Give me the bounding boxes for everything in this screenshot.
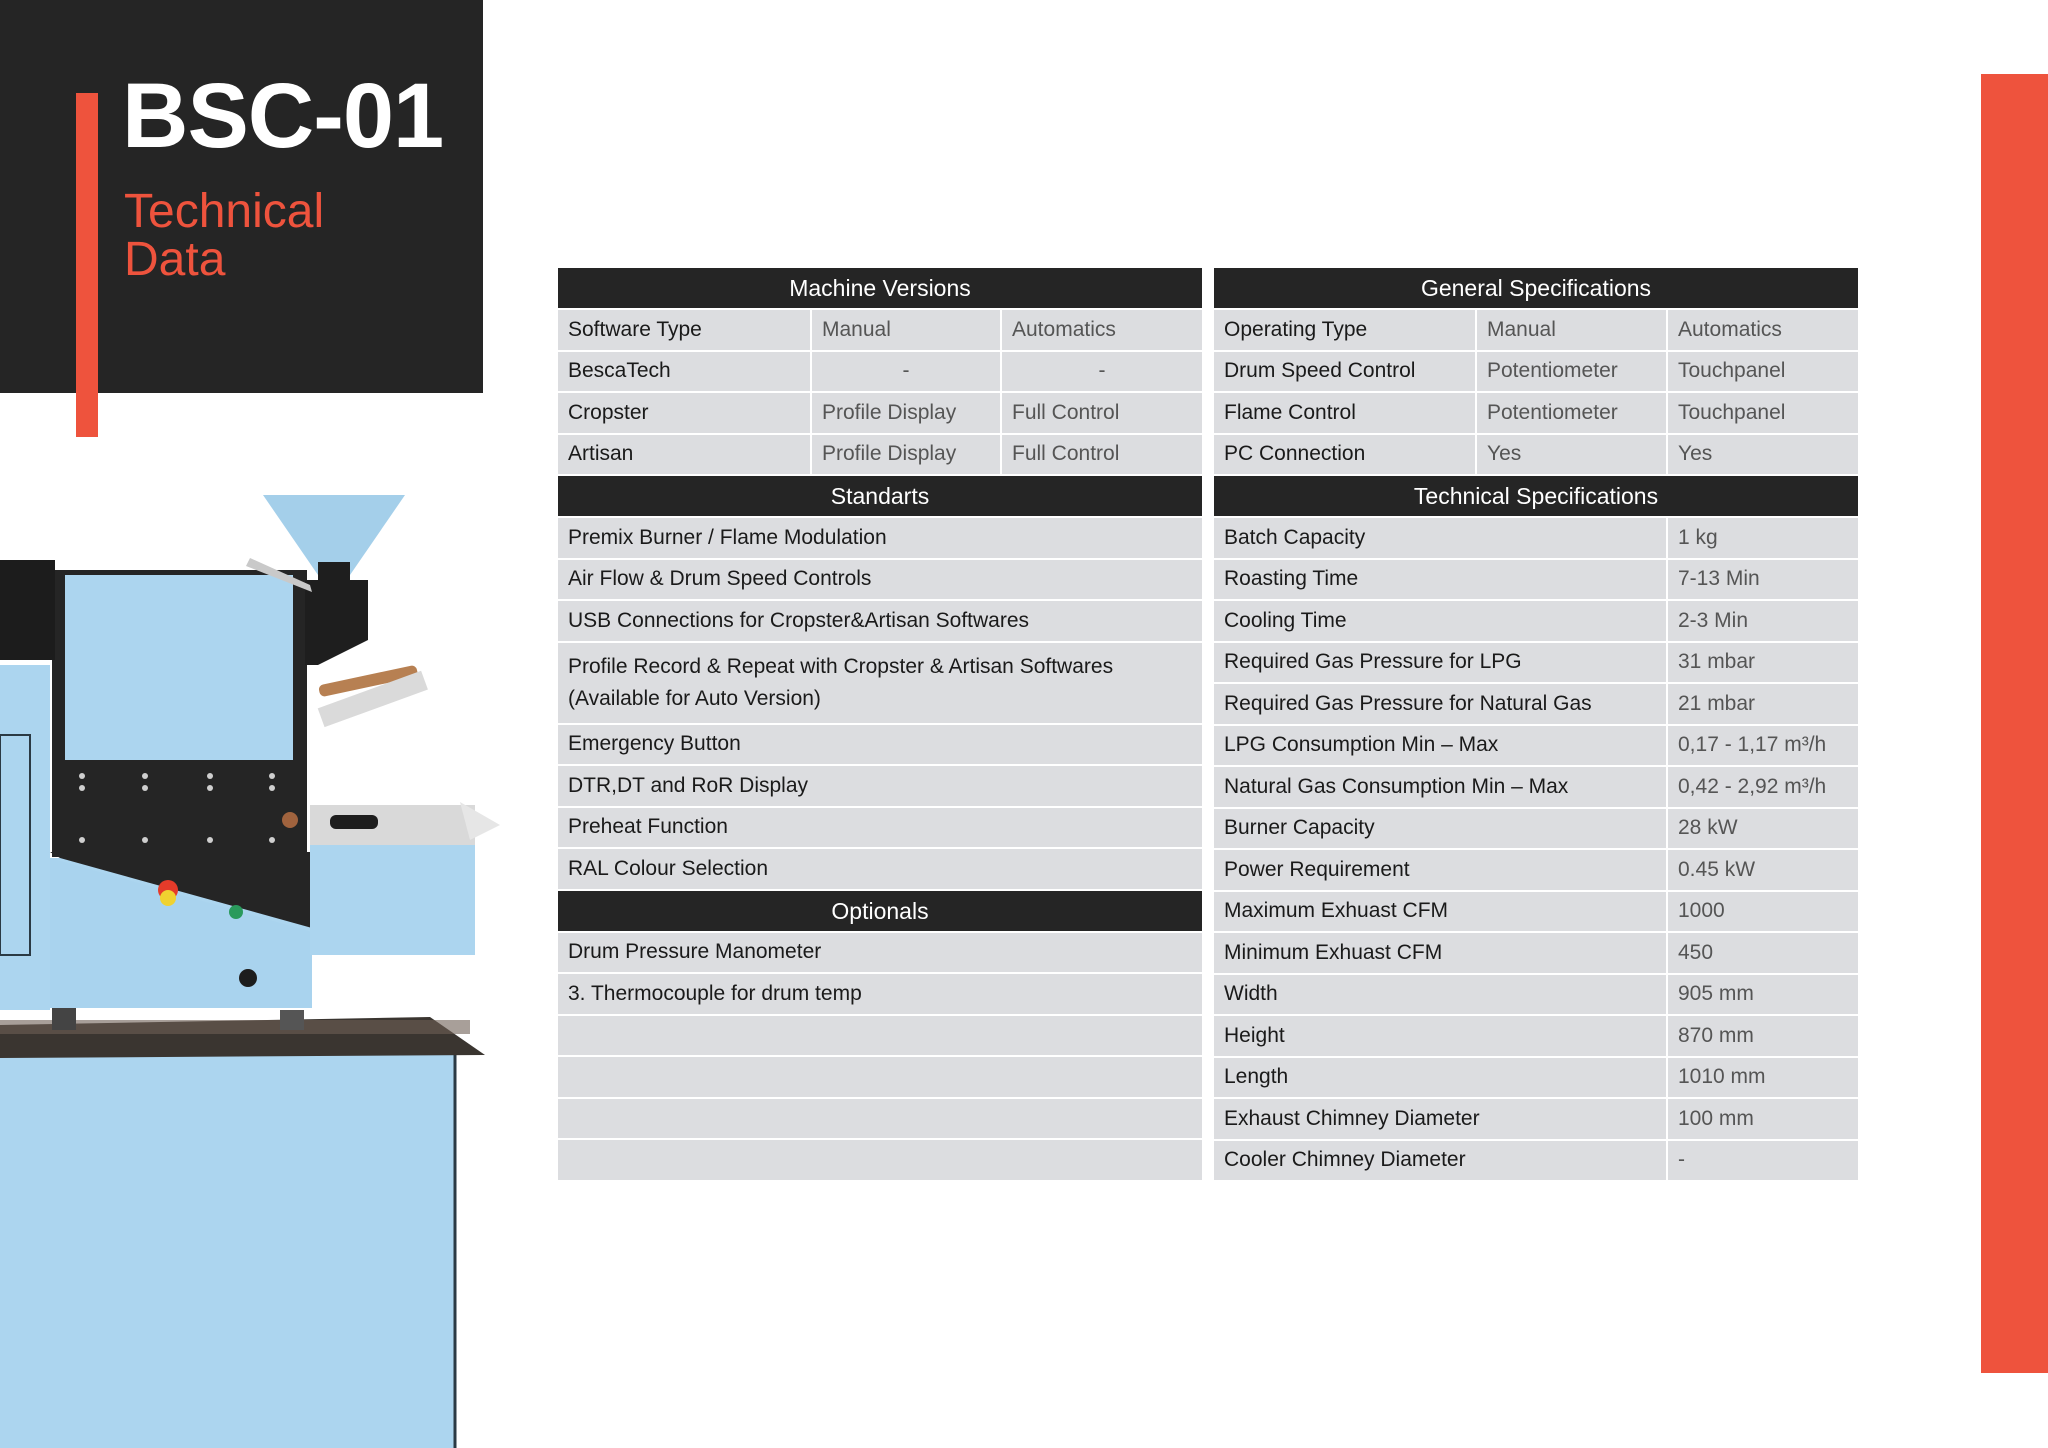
subtitle-line-2: Data (124, 233, 226, 286)
spec-value: 1 kg (1666, 518, 1858, 558)
table-row (1214, 601, 1858, 641)
row-label: PC Connection (1224, 442, 1366, 466)
spec-value: 1010 mm (1666, 1058, 1858, 1098)
table-row (1214, 933, 1858, 973)
spec-value: 870 mm (1666, 1016, 1858, 1056)
spec-label: Length (1224, 1065, 1289, 1089)
spec-label: Height (1224, 1023, 1285, 1047)
auto-value: Full Control (1000, 393, 1202, 433)
auto-value: Automatics (1666, 310, 1858, 350)
spec-value: 0,17 - 1,17 m³/h (1666, 726, 1858, 766)
manual-value: Potentiometer (1475, 352, 1666, 392)
model-title: BSC-01 (122, 65, 444, 167)
spec-label: Maximum Exhuast CFM (1224, 899, 1449, 923)
auto-value: Yes (1666, 435, 1858, 475)
standart-item: Emergency Button (568, 732, 741, 756)
spec-value: 7-13 Min (1666, 560, 1858, 600)
list-item (558, 974, 1202, 1014)
table-row (1214, 1099, 1858, 1139)
spec-value: 28 kW (1666, 809, 1858, 849)
spec-label: Cooling Time (1224, 608, 1347, 632)
standart-item: RAL Colour Selection (568, 856, 768, 880)
spec-value: 450 (1666, 933, 1858, 973)
machine-versions-header: Machine Versions (558, 268, 1202, 308)
list-item (558, 808, 1202, 848)
general-specifications-header: General Specifications (1214, 268, 1858, 308)
subtitle-line-1: Technical (124, 185, 325, 238)
technical-specifications-header: Technical Specifications (1214, 476, 1858, 516)
standart-item: Air Flow & Drum Speed Controls (568, 567, 872, 591)
spec-value: 0.45 kW (1666, 850, 1858, 890)
spec-value: 905 mm (1666, 975, 1858, 1015)
table-row (1214, 767, 1858, 807)
optional-item (558, 1057, 1202, 1097)
table-row (1214, 435, 1858, 475)
spec-label: Natural Gas Consumption Min – Max (1224, 774, 1569, 798)
table-row (1214, 684, 1858, 724)
row-label: Software Type (568, 317, 702, 341)
list-item (558, 933, 1202, 973)
standart-item: Preheat Function (568, 815, 728, 839)
list-item (558, 725, 1202, 765)
optional-item: Drum Pressure Manometer (568, 940, 822, 964)
auto-value: - (1000, 352, 1202, 392)
auto-value: Full Control (1000, 435, 1202, 475)
spec-label: Required Gas Pressure for LPG (1224, 650, 1522, 674)
manual-value: Profile Display (810, 435, 1000, 475)
table-row (558, 310, 1202, 350)
standart-item: USB Connections for Cropster&Artisan Softwares (568, 608, 1030, 632)
left-spec-table (558, 268, 1202, 1182)
table-row (1214, 560, 1858, 600)
spec-label: Roasting Time (1224, 567, 1359, 591)
table-row (1214, 310, 1858, 350)
list-item (558, 849, 1202, 889)
spec-value: 100 mm (1666, 1099, 1858, 1139)
optionals-header: Optionals (558, 891, 1202, 931)
page-subtitle (124, 185, 325, 286)
spec-value: 1000 (1666, 892, 1858, 932)
manual-value: Profile Display (810, 393, 1000, 433)
optional-item (558, 1099, 1202, 1139)
coffee-roaster-image (0, 480, 540, 1448)
right-accent-bar (1981, 74, 2048, 1373)
row-label: Operating Type (1224, 317, 1368, 341)
row-label: Flame Control (1224, 400, 1356, 424)
manual-value: Potentiometer (1475, 393, 1666, 433)
list-item (558, 518, 1202, 558)
list-item (558, 766, 1202, 806)
spec-label: Power Requirement (1224, 857, 1410, 881)
spec-label: LPG Consumption Min – Max (1224, 733, 1499, 757)
spec-label: Width (1224, 982, 1278, 1006)
auto-value: Touchpanel (1666, 352, 1858, 392)
manual-value: - (810, 352, 1000, 392)
manual-value: Manual (810, 310, 1000, 350)
optional-item: 3. Thermocouple for drum temp (568, 981, 862, 1005)
table-row (558, 393, 1202, 433)
optional-item (558, 1140, 1202, 1180)
table-row (1214, 393, 1858, 433)
standarts-header: Standarts (558, 476, 1202, 516)
optional-item (558, 1016, 1202, 1056)
spec-label: Exhaust Chimney Diameter (1224, 1106, 1480, 1130)
list-item (558, 560, 1202, 600)
title-accent-bar (76, 93, 98, 437)
list-item-empty (558, 1057, 1202, 1097)
table-row (1214, 352, 1858, 392)
table-row (1214, 975, 1858, 1015)
spec-label: Minimum Exhuast CFM (1224, 940, 1443, 964)
spec-label: Burner Capacity (1224, 816, 1375, 840)
table-row (1214, 726, 1858, 766)
auto-value: Touchpanel (1666, 393, 1858, 433)
list-item-empty (558, 1140, 1202, 1180)
table-row (1214, 892, 1858, 932)
table-row (1214, 1016, 1858, 1056)
list-item (558, 601, 1202, 641)
spec-value: 31 mbar (1666, 643, 1858, 683)
table-row (1214, 1058, 1858, 1098)
spec-value: 0,42 - 2,92 m³/h (1666, 767, 1858, 807)
spec-label: Batch Capacity (1224, 525, 1366, 549)
standart-item: DTR,DT and RoR Display (568, 773, 809, 797)
list-item-empty (558, 1099, 1202, 1139)
manual-value: Manual (1475, 310, 1666, 350)
list-item (558, 643, 1202, 723)
auto-value: Automatics (1000, 310, 1202, 350)
table-row (1214, 1141, 1858, 1181)
right-spec-table (1214, 268, 1858, 1182)
spec-value: - (1666, 1141, 1858, 1181)
table-row (1214, 809, 1858, 849)
manual-value: Yes (1475, 435, 1666, 475)
row-label: Cropster (568, 400, 649, 424)
table-row (1214, 850, 1858, 890)
row-label: Drum Speed Control (1224, 359, 1416, 383)
spec-value: 2-3 Min (1666, 601, 1858, 641)
standart-item: Profile Record & Repeat with Cropster & Artisan Softwares (Available for Auto Version) (568, 654, 1114, 710)
spec-label: Required Gas Pressure for Natural Gas (1224, 691, 1592, 715)
spec-label: Cooler Chimney Diameter (1224, 1148, 1466, 1172)
row-label: BescaTech (568, 359, 671, 383)
table-row (558, 435, 1202, 475)
list-item-empty (558, 1016, 1202, 1056)
table-row (1214, 643, 1858, 683)
table-row (558, 352, 1202, 392)
row-label: Artisan (568, 442, 634, 466)
spec-value: 21 mbar (1666, 684, 1858, 724)
standart-item: Premix Burner / Flame Modulation (568, 525, 887, 549)
table-row (1214, 518, 1858, 558)
